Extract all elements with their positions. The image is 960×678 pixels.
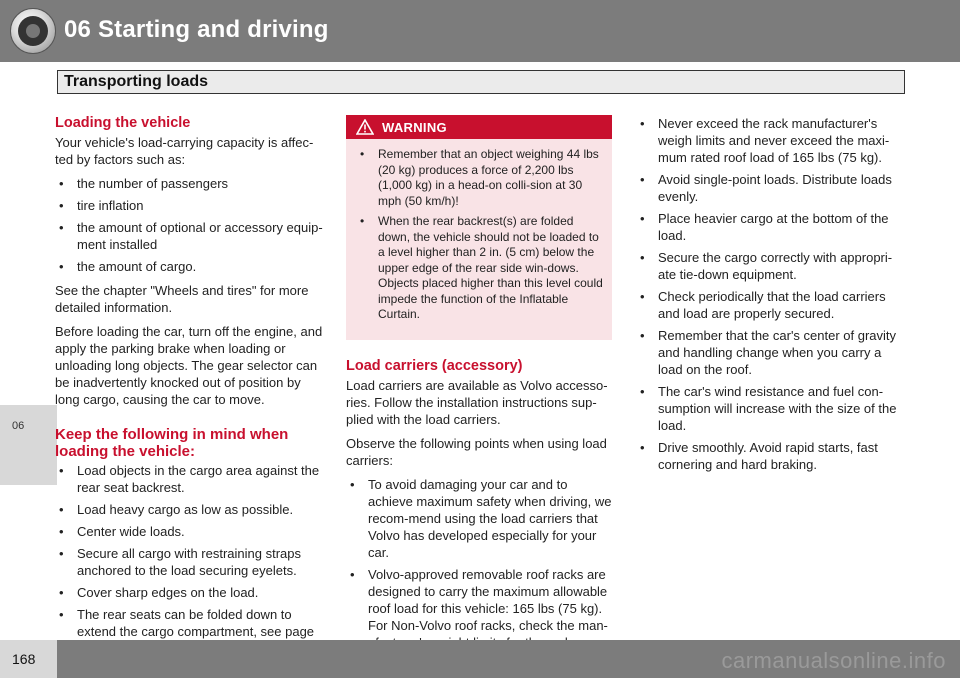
list-item: • Remember that the car's center of gravity and handling change when you carry a load on the roof. (636, 327, 908, 378)
list-item: • Cover sharp edges on the load. (55, 584, 323, 601)
warning-header (346, 115, 612, 139)
list-item: • The car's wind resistance and fuel con-sumption will increase with the size of the load. (636, 383, 908, 434)
sidebar (0, 62, 57, 640)
list-item: • Center wide loads. (55, 523, 323, 540)
list-item: • Place heavier cargo at the bottom of the load. (636, 210, 908, 244)
heading-keep-in-mind: Keep the following in mind when loading the vehicle: (55, 426, 289, 460)
factor-list (55, 175, 323, 275)
list-item: • Remember that an object weighing 44 lbs (20 kg) produces a force of 2,200 lbs (1,000 kg) in a head-on colli-sion at 30 mph (50 km/h)! (356, 147, 604, 209)
column-left (55, 115, 323, 664)
warning-label: WARNING (382, 120, 447, 135)
list-item: • Avoid single-point loads. Distribute loads evenly. (636, 171, 908, 205)
list-item: • Load objects in the cargo area against the rear seat backrest. (55, 462, 323, 496)
paragraph: Observe the following points when using load carriers: (346, 435, 607, 468)
list-item: • When the rear backrest(s) are folded down, the vehicle should not be loaded to a level higher than 2 in. (5 cm) below the upper edge of the rear side win-dows. Objects placed higher than this level could impede the function of the Inflatable Curtain. (356, 214, 604, 323)
list-item: • The rear seats can be folded down to extend the cargo compartment, see page (55, 606, 323, 657)
list-item: • Load heavy cargo as low as possible. (55, 501, 323, 518)
warning-icon (356, 119, 374, 135)
chapter-title: 06 Starting and driving (64, 16, 329, 43)
list-item: • To avoid damaging your car and to achieve maximum safety when driving, we recom-mend using the load carriers that Volvo has developed especially for your car. (346, 476, 612, 561)
tips-list (55, 462, 323, 657)
paragraph: Before loading the car, turn off the engine, and apply the parking brake when loading or unloading long objects. The gear selector can be inadvertently knocked out of position by long cargo, causing the car to move. (55, 324, 323, 407)
warning-list (346, 147, 612, 323)
page-number: 168 (12, 651, 36, 667)
list-item: • Check periodically that the load carriers and load are properly secured. (636, 288, 908, 322)
chapter-tab (0, 405, 57, 485)
paragraph: See the chapter "Wheels and tires" for more detailed information. (55, 283, 309, 315)
heading-load-carriers: Load carriers (accessory) (346, 357, 523, 374)
list-item: • Secure all cargo with restraining straps anchored to the load securing eyelets. (55, 545, 323, 579)
heading-loading-vehicle: Loading the vehicle (55, 115, 191, 131)
column-middle (346, 115, 612, 658)
column-right (636, 115, 908, 480)
list-item: • the number of passengers (55, 175, 323, 192)
roof-load-list (636, 115, 908, 473)
chapter-tab-label: 06 (12, 420, 25, 432)
list-item: • the amount of optional or accessory equip-ment installed (55, 219, 323, 253)
warning-box (346, 115, 612, 340)
section-title: Transporting loads (64, 73, 209, 90)
list-item: • Drive smoothly. Avoid rapid starts, fast cornering and hard braking. (636, 439, 908, 473)
load-carrier-list (346, 476, 612, 651)
list-item: • tire inflation (55, 197, 323, 214)
list-item: • Volvo-approved removable roof racks are designed to carry the maximum allowable roof load for this vehicle: 165 lbs (75 kg). For Non-Volvo roof racks, check the man- (346, 566, 612, 651)
intro-text: Your vehicle's load-carrying capacity is affec-ted by factors such as: (55, 135, 314, 167)
list-item: • the amount of cargo. (55, 258, 323, 275)
list-item: • Never exceed the rack manufacturer's weigh limits and never exceed the maxi-mum rated roof load of 165 lbs (75 kg). (636, 115, 908, 166)
watermark: carmanualsonline.info (721, 648, 946, 673)
paragraph: Load carriers are available as Volvo accesso-ries. Follow the installation instructions sup-plied with the load carriers. (346, 377, 608, 427)
list-item: • Secure the cargo correctly with appropri-ate tie-down equipment. (636, 249, 908, 283)
steering-wheel-icon (10, 8, 56, 54)
